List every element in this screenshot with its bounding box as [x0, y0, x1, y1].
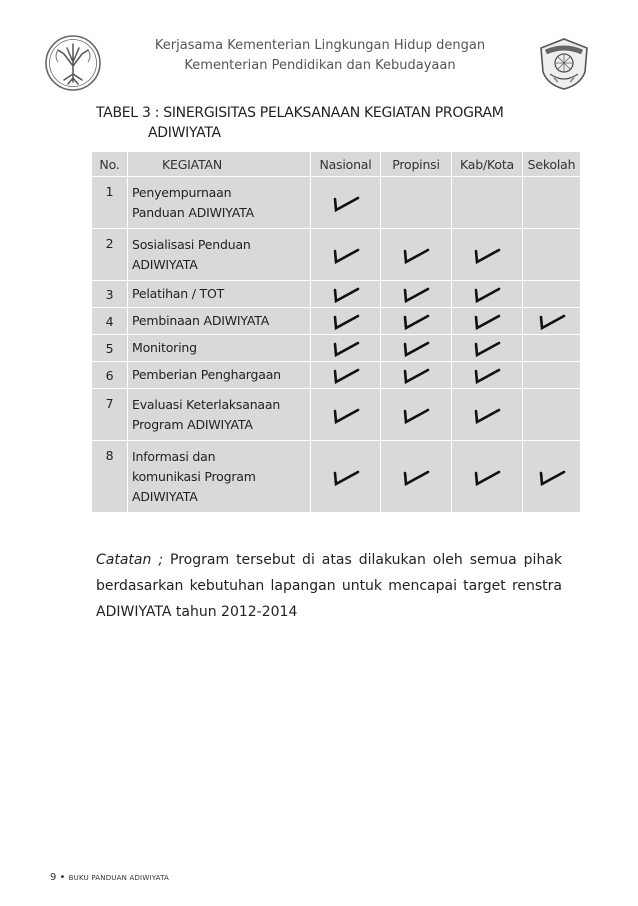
check-mark-icon	[401, 467, 431, 487]
cell-nasional	[311, 335, 381, 362]
cell-propinsi	[381, 389, 452, 441]
kegiatan-line: Penyempurnaan	[132, 184, 232, 200]
cell-kabkota	[452, 281, 523, 308]
check-mark-icon	[472, 467, 502, 487]
cell-kabkota	[452, 441, 523, 513]
header-line-2: Kementerian Pendidikan dan Kebudayaan	[184, 58, 456, 73]
tree-of-life-logo-icon	[44, 34, 102, 92]
kegiatan-line: Evaluasi Keterlaksanaan	[132, 396, 281, 412]
check-mark-icon	[401, 245, 431, 265]
row-number: 5	[92, 335, 128, 362]
check-mark-icon	[537, 467, 567, 487]
kegiatan-cell	[128, 362, 311, 389]
cell-propinsi	[381, 362, 452, 389]
cell-nasional	[311, 281, 381, 308]
check-mark-icon	[331, 193, 361, 213]
check-mark-icon	[331, 365, 361, 385]
kegiatan-line: ADIWIYATA	[132, 256, 198, 272]
check-mark-icon	[472, 245, 502, 265]
table-row	[92, 281, 581, 308]
check-mark-icon	[331, 311, 361, 331]
cell-sekolah	[523, 308, 581, 335]
check-mark-icon	[331, 467, 361, 487]
table-row	[92, 229, 581, 281]
check-mark-icon	[472, 311, 502, 331]
check-mark-icon	[331, 284, 361, 304]
col-header-nasional: Nasional	[311, 152, 381, 177]
col-header-kabkota: Kab/Kota	[452, 152, 523, 177]
kegiatan-line: komunikasi Program	[132, 468, 256, 484]
kegiatan-cell	[128, 389, 311, 441]
table-title-line-2: ADIWIYATA	[148, 125, 221, 141]
table-row	[92, 308, 581, 335]
check-mark-icon	[331, 405, 361, 425]
page-header	[120, 36, 520, 76]
cell-kabkota	[452, 335, 523, 362]
table-header-row	[92, 152, 581, 177]
kegiatan-line: ADIWIYATA	[132, 488, 198, 504]
check-mark-icon	[401, 284, 431, 304]
cell-nasional	[311, 441, 381, 513]
synergy-table	[91, 151, 581, 513]
kegiatan-cell	[128, 441, 311, 513]
cell-nasional	[311, 177, 381, 229]
row-number: 3	[92, 281, 128, 308]
kegiatan-line: Pemberian Penghargaan	[132, 367, 281, 382]
cell-propinsi	[381, 441, 452, 513]
row-number: 8	[92, 441, 128, 513]
row-number: 2	[92, 229, 128, 281]
cell-nasional	[311, 362, 381, 389]
table-row	[92, 441, 581, 513]
kegiatan-cell	[128, 308, 311, 335]
cell-kabkota	[452, 308, 523, 335]
note-text: Program tersebut di atas dilakukan oleh semua pihak berdasarkan kebutuhan lapangan untuk mencapai target renstra ADIWIYATA tahun 2012-2014	[96, 552, 563, 620]
check-mark-icon	[331, 338, 361, 358]
row-number: 1	[92, 177, 128, 229]
cell-kabkota	[452, 177, 523, 229]
cell-propinsi	[381, 335, 452, 362]
cell-propinsi	[381, 308, 452, 335]
cell-kabkota	[452, 229, 523, 281]
header-line-1: Kerjasama Kementerian Lingkungan Hidup dengan	[154, 38, 486, 53]
col-header-kegiatan: KEGIATAN	[128, 152, 311, 177]
kegiatan-line: Pembinaan ADIWIYATA	[132, 313, 270, 328]
kegiatan-line: Program ADIWIYATA	[132, 416, 253, 432]
table-title	[96, 103, 504, 143]
check-mark-icon	[472, 365, 502, 385]
check-mark-icon	[401, 405, 431, 425]
cell-propinsi	[381, 177, 452, 229]
cell-sekolah	[523, 441, 581, 513]
kegiatan-line: Pelatihan / TOT	[132, 286, 225, 301]
kegiatan-line: Panduan ADIWIYATA	[132, 204, 254, 220]
tut-wuri-handayani-emblem-icon	[536, 36, 592, 92]
cell-kabkota	[452, 362, 523, 389]
row-number: 4	[92, 308, 128, 335]
check-mark-icon	[401, 311, 431, 331]
cell-sekolah	[523, 281, 581, 308]
table-title-line-1: TABEL 3 : SINERGISITAS PELAKSANAAN KEGIATAN PROGRAM	[96, 105, 504, 121]
footer-book-title: BUKU PANDUAN ADIWIYATA	[68, 874, 170, 882]
cell-sekolah	[523, 362, 581, 389]
cell-sekolah	[523, 229, 581, 281]
table-row	[92, 177, 581, 229]
table-body	[92, 177, 581, 513]
cell-nasional	[311, 389, 381, 441]
table-row	[92, 362, 581, 389]
kegiatan-cell	[128, 281, 311, 308]
row-number: 6	[92, 362, 128, 389]
cell-kabkota	[452, 389, 523, 441]
check-mark-icon	[331, 245, 361, 265]
col-header-sekolah: Sekolah	[523, 152, 581, 177]
check-mark-icon	[472, 338, 502, 358]
check-mark-icon	[401, 338, 431, 358]
check-mark-icon	[401, 365, 431, 385]
cell-nasional	[311, 229, 381, 281]
table-row	[92, 335, 581, 362]
cell-nasional	[311, 308, 381, 335]
check-mark-icon	[472, 284, 502, 304]
col-header-propinsi: Propinsi	[381, 152, 452, 177]
page-number: 9	[50, 872, 57, 883]
cell-sekolah	[523, 177, 581, 229]
table-row	[92, 389, 581, 441]
check-mark-icon	[472, 405, 502, 425]
cell-propinsi	[381, 229, 452, 281]
cell-sekolah	[523, 335, 581, 362]
cell-sekolah	[523, 389, 581, 441]
col-header-no: No.	[92, 152, 128, 177]
cell-propinsi	[381, 281, 452, 308]
page-footer	[50, 872, 169, 883]
kegiatan-cell	[128, 177, 311, 229]
row-number: 7	[92, 389, 128, 441]
kegiatan-line: Sosialisasi Penduan	[132, 236, 251, 252]
kegiatan-cell	[128, 335, 311, 362]
kegiatan-line: Monitoring	[132, 340, 197, 355]
footer-separator: •	[56, 872, 69, 883]
kegiatan-line: Informasi dan	[132, 448, 216, 464]
kegiatan-cell	[128, 229, 311, 281]
note-paragraph	[96, 547, 562, 625]
check-mark-icon	[537, 311, 567, 331]
note-lead: Catatan ;	[96, 552, 164, 568]
